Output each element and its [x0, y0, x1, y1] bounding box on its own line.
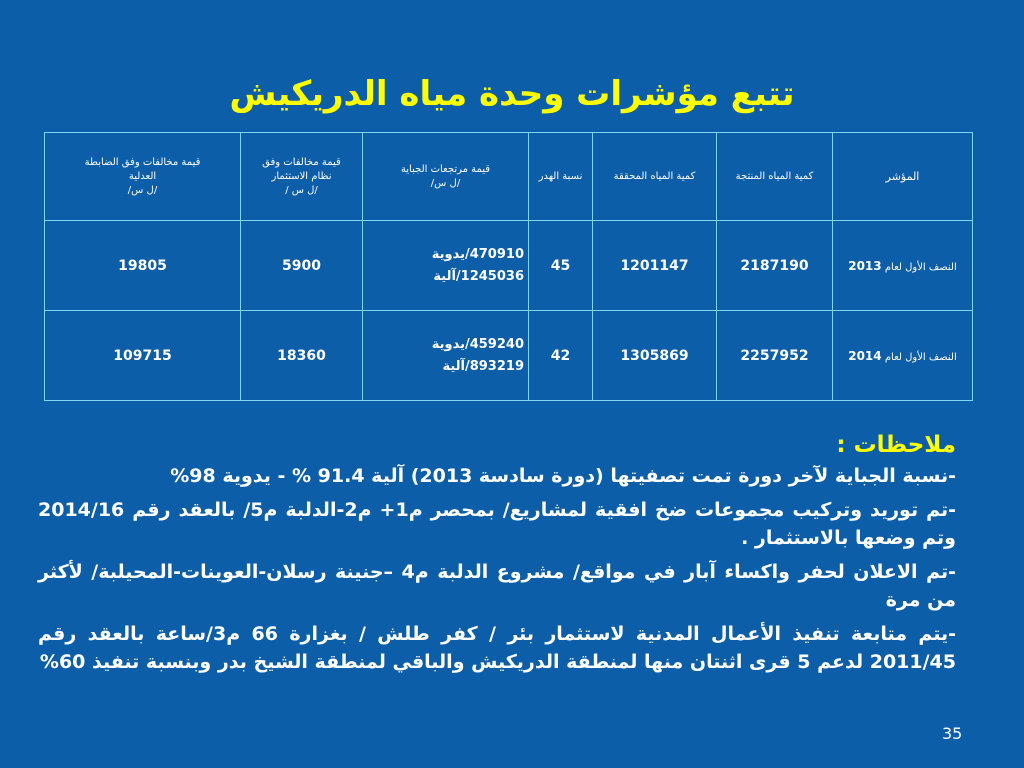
slide-title: تتبع مؤشرات وحدة مياه الدريكيش [229, 74, 795, 114]
cell-loss: 42 [529, 311, 593, 401]
header-loss-ratio: نسبة الهدر [529, 133, 593, 221]
slide-number: 35 [942, 724, 963, 743]
cell-produced: 2187190 [717, 221, 833, 311]
header-indicator: المؤشر [833, 133, 973, 221]
note-item: -تم توريد وتركيب مجموعات ضخ افقية لمشاريع/ بمحصر م1+ م2-الدلبة م5/ بالعقد رقم 2014/16 وتم وضعها بالاستثمار . [38, 499, 957, 549]
row-label: النصف الأول لعام 2013 [833, 221, 973, 311]
table-row [45, 221, 973, 311]
header-achieved: كمية المياه المحققة [593, 133, 717, 221]
header-investment-violations: قيمة مخالفات وفق نظام الاستثمار /ل س / [241, 133, 363, 221]
cell-investment-violations: 5900 [241, 221, 363, 311]
notes-heading: ملاحظات : [836, 432, 956, 458]
header-judicial-violations: قيمة مخالفات وفق الضابطة العدلية /ل س/ [45, 133, 241, 221]
header-produced: كمية المياه المنتجة [717, 133, 833, 221]
row-label: النصف الأول لعام 2014 [833, 311, 973, 401]
cell-achieved: 1201147 [593, 221, 717, 311]
notes-section [38, 432, 956, 682]
cell-judicial-violations: 19805 [45, 221, 241, 311]
cell-produced: 2257952 [717, 311, 833, 401]
table-header-row [45, 133, 973, 221]
note-item: -نسبة الجباية لآخر دورة تمت تصفيتها (دورة سادسة 2013) آلية 91.4 % - يدوية 98% [170, 465, 956, 487]
note-item: -يتم متابعة تنفيذ الأعمال المدنية لاستثمار بئر / كفر طلش / بغزارة 66 م3/ساعة بالعقد رقم 2011/45 لدعم 5 قرى اثنتان منها لمنطقة الدريكيش والباقي لمنطقة الشيخ بدر وبنسبة تنفيذ 60% [38, 623, 957, 673]
header-collection-returns: قيمة مرتجعات الجباية /ل س/ [363, 133, 529, 221]
cell-returns: 470910/يدوية 1245036/آلية [363, 221, 529, 311]
cell-returns: 459240/يدوية 893219/آلية [363, 311, 529, 401]
table-row [45, 311, 973, 401]
cell-judicial-violations: 109715 [45, 311, 241, 401]
cell-achieved: 1305869 [593, 311, 717, 401]
cell-investment-violations: 18360 [241, 311, 363, 401]
indicators-table [44, 132, 973, 401]
cell-loss: 45 [529, 221, 593, 311]
note-item: -تم الاعلان لحفر واكساء آبار في مواقع/ مشروع الدلبة م4 –جنينة رسلان-العوينات-المحيلبة/ لأكثر من مرة [38, 561, 956, 611]
